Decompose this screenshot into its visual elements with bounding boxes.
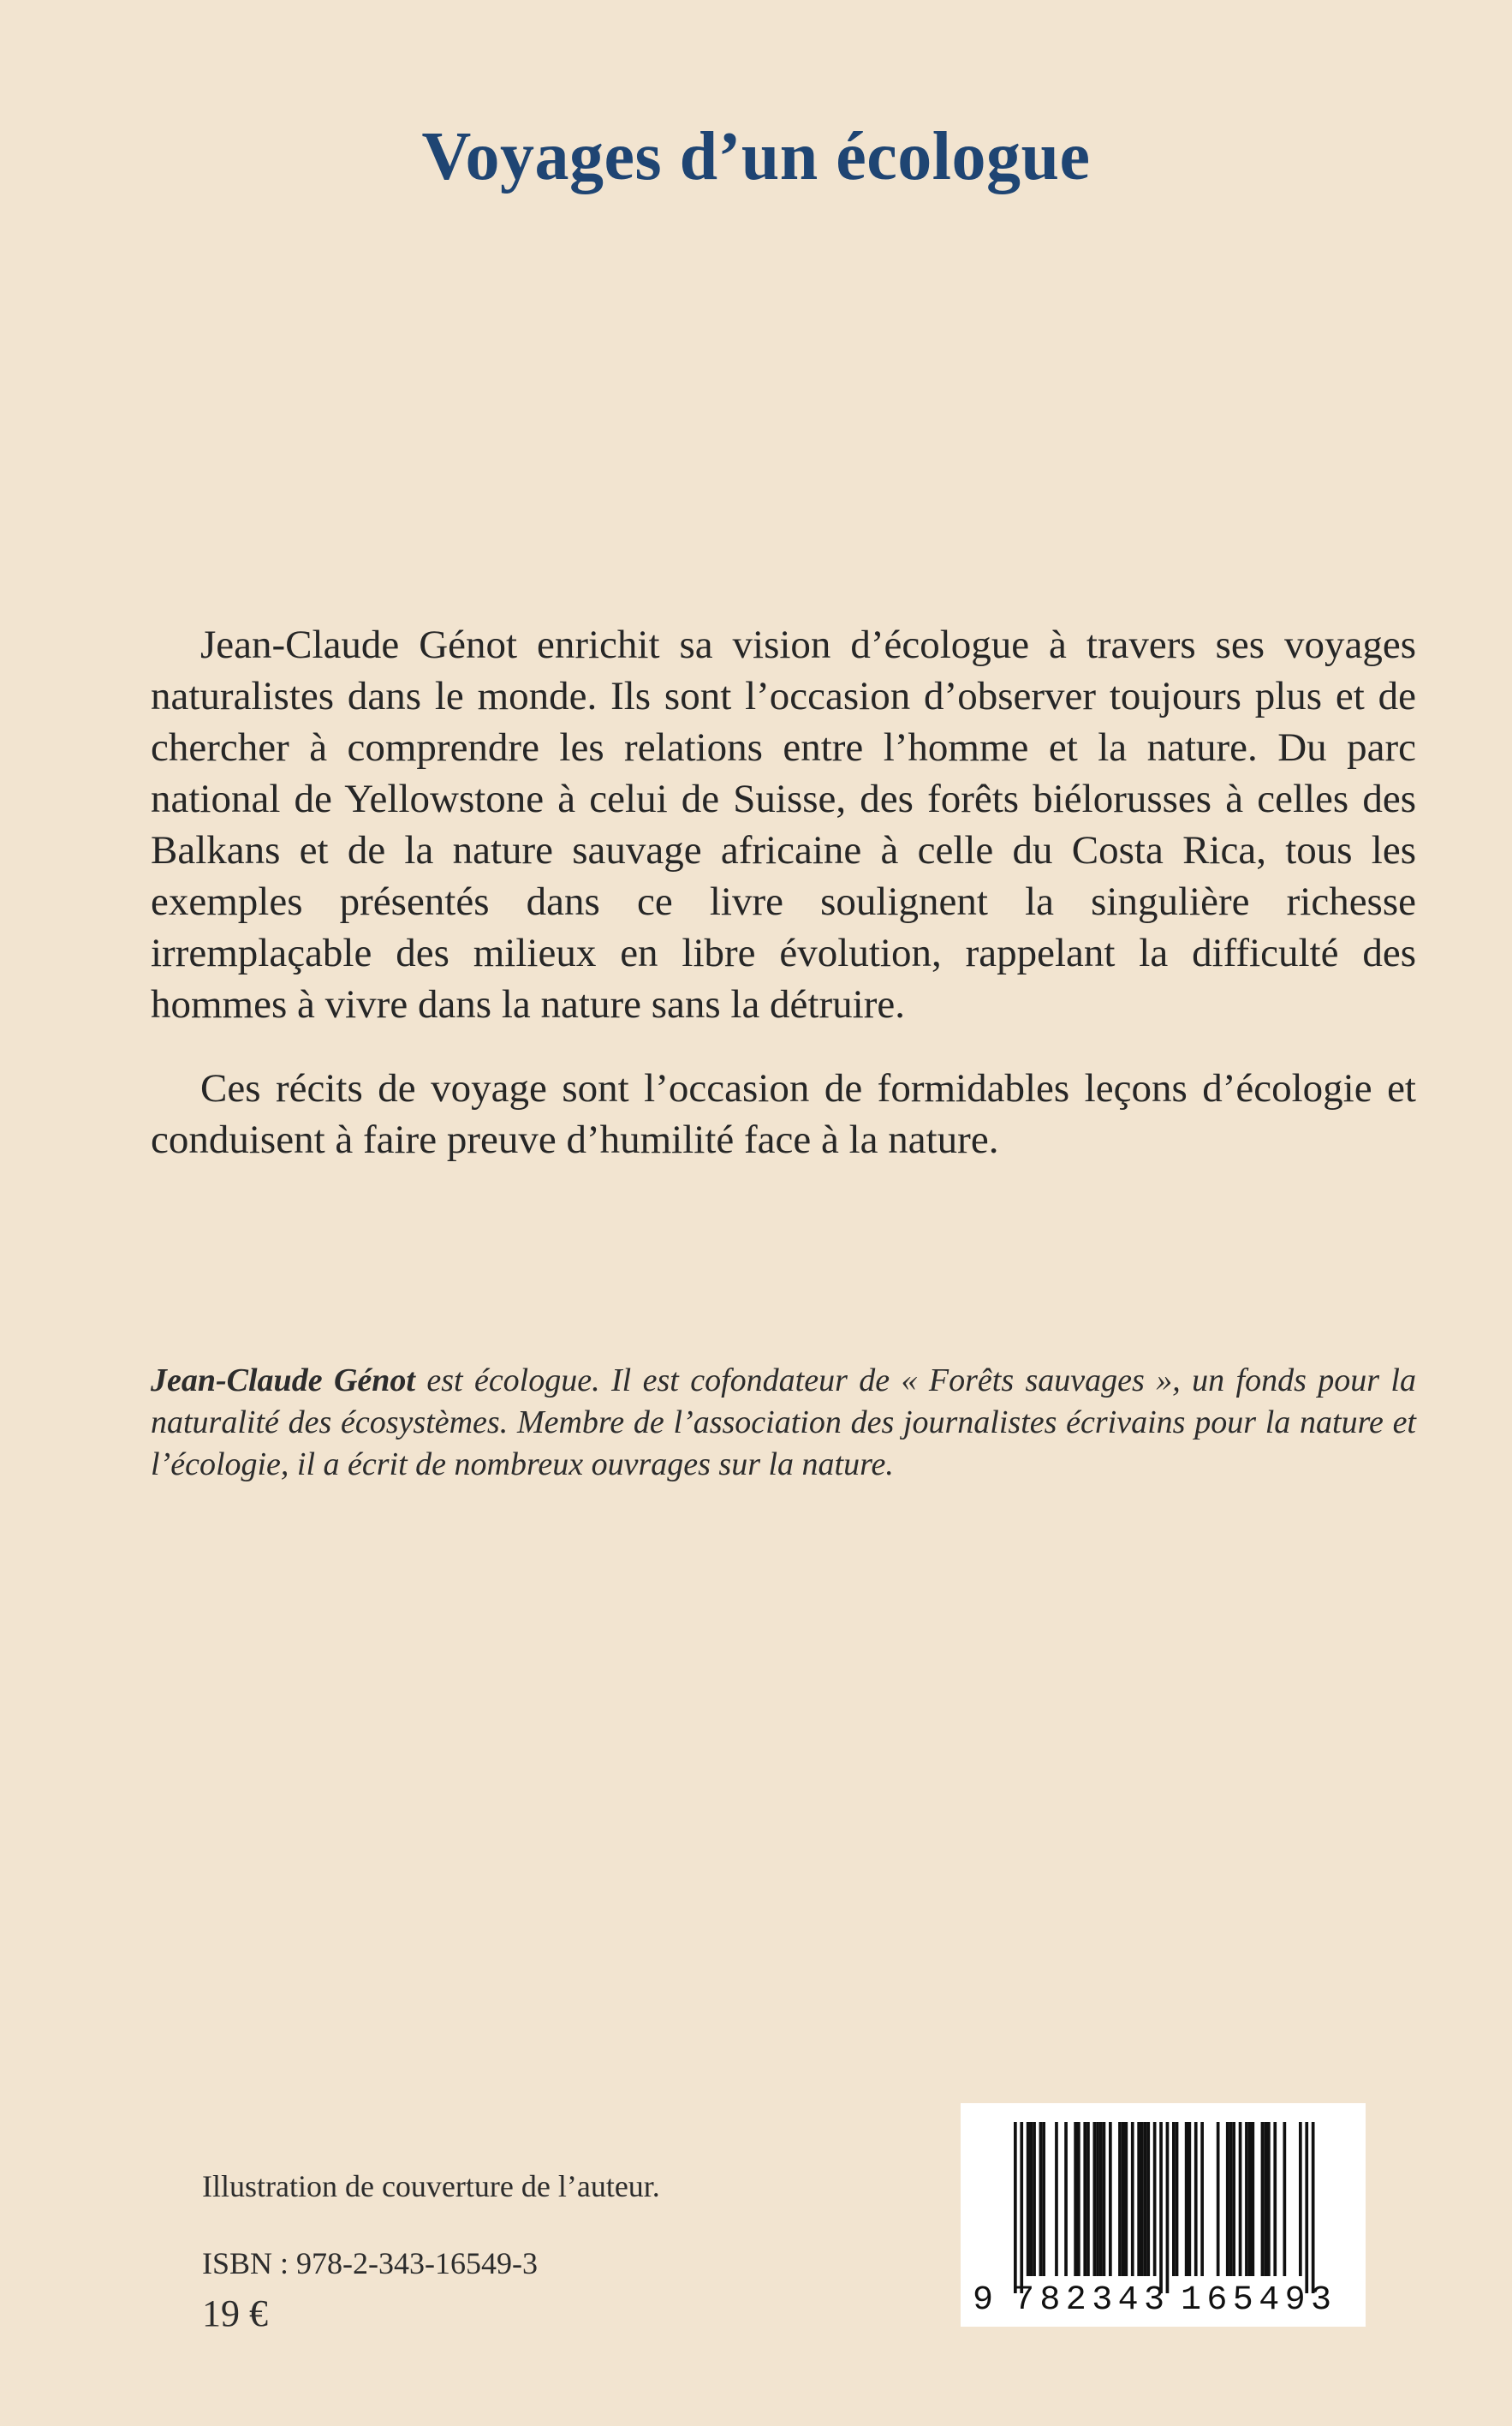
- summary-paragraph-1: Jean-Claude Génot enrichit sa vision d’écologue à travers ses voyages naturalistes dans le monde. Ils sont l’occasion d’observer toujours plus et de chercher à comprendre les relations entre l’homme et la nature. Du parc national de Yellowstone à celui de Suisse, des forêts biélorusses à celles des Balkans et de la nature sauvage africaine à celle du Costa Rica, tous les exemples présentés dans ce livre soulignent la singulière richesse irremplaçable des milieux en libre évolution, rappelant la difficulté des hommes à vivre dans la nature sans la détruire.: [151, 623, 1416, 1027]
- barcode: [961, 2103, 1366, 2327]
- barcode-bar: [1166, 2122, 1170, 2293]
- barcode-bar: [1086, 2122, 1090, 2276]
- barcode-bar: [1252, 2122, 1255, 2276]
- book-summary: [151, 619, 1416, 1165]
- author-bio-text: est écologue. Il est cofondateur de « Forêts sauvages », un fonds pour la naturalité des écosystèmes. Membre de l’association des journalistes écrivains pour la nature et l’écologie, il a écrit de nombreux ouvrages sur la nature.: [151, 1362, 1416, 1482]
- barcode-bar: [1239, 2122, 1242, 2276]
- barcode-right-digits: 165493: [1181, 2281, 1331, 2320]
- barcode-bar: [1232, 2122, 1235, 2276]
- barcode-first-digit: 9: [972, 2281, 994, 2320]
- barcode-bar: [1020, 2122, 1023, 2293]
- barcode-bar: [1096, 2122, 1099, 2276]
- barcode-bar: [1064, 2122, 1068, 2276]
- barcode-bar: [1200, 2122, 1204, 2276]
- book-title: Voyages d’un écologue: [421, 119, 1091, 194]
- barcode-bar: [1055, 2122, 1058, 2276]
- barcode-bar: [1153, 2122, 1157, 2276]
- barcode-bar: [1014, 2122, 1017, 2293]
- barcode-bar: [1305, 2122, 1308, 2293]
- barcode-bar: [1172, 2122, 1176, 2276]
- barcode-bar: [1099, 2122, 1103, 2276]
- barcode-graphic: [961, 2103, 1366, 2327]
- barcode-bar: [1122, 2122, 1125, 2276]
- barcode-bar: [1267, 2122, 1271, 2276]
- barcode-bar: [1140, 2122, 1144, 2276]
- barcode-bar: [1185, 2122, 1188, 2276]
- barcode-bar: [1194, 2122, 1198, 2276]
- author-name: Jean-Claude Génot: [151, 1362, 415, 1398]
- barcode-bars: [1014, 2122, 1315, 2293]
- barcode-bar: [1299, 2122, 1302, 2276]
- barcode-bar: [1217, 2122, 1220, 2276]
- barcode-bar: [1146, 2122, 1150, 2276]
- barcode-bar: [1137, 2122, 1140, 2276]
- barcode-bar: [1176, 2122, 1179, 2276]
- isbn: ISBN : 978-2-343-16549-3: [202, 2246, 538, 2280]
- barcode-bar: [1077, 2122, 1080, 2276]
- barcode-bar: [1125, 2122, 1128, 2276]
- barcode-bar: [1229, 2122, 1233, 2276]
- barcode-bar: [1109, 2122, 1112, 2276]
- barcode-bar: [1264, 2122, 1267, 2276]
- barcode-bar: [1083, 2122, 1086, 2276]
- barcode-bar: [1131, 2122, 1134, 2276]
- barcode-bar: [1261, 2122, 1265, 2276]
- barcode-bar: [1188, 2122, 1192, 2276]
- barcode-bar: [1030, 2122, 1033, 2276]
- barcode-bar: [1245, 2122, 1248, 2276]
- barcode-bar: [1283, 2122, 1287, 2276]
- barcode-bar: [1103, 2122, 1106, 2276]
- barcode-left-digits: 782343: [1014, 2281, 1164, 2320]
- barcode-bar: [1074, 2122, 1077, 2276]
- summary-paragraph-2: Ces récits de voyage sont l’occasion de formidables leçons d’écologie et conduisent à faire preuve d’humilité face à la nature.: [151, 1066, 1416, 1162]
- barcode-bar: [1093, 2122, 1097, 2276]
- barcode-bar: [1312, 2122, 1315, 2293]
- barcode-bar: [1248, 2122, 1252, 2276]
- author-bio: [151, 1360, 1416, 1486]
- barcode-bar: [1159, 2122, 1163, 2293]
- barcode-bar: [1226, 2122, 1229, 2276]
- barcode-bar: [1144, 2122, 1147, 2276]
- barcode-bar: [1027, 2122, 1030, 2276]
- barcode-bar: [1039, 2122, 1043, 2276]
- barcode-bar: [1033, 2122, 1036, 2276]
- barcode-bar: [1042, 2122, 1045, 2276]
- price: 19 €: [202, 2292, 268, 2334]
- cover-credit: Illustration de couverture de l’auteur.: [202, 2169, 660, 2203]
- barcode-bar: [1273, 2122, 1277, 2276]
- barcode-bar: [1118, 2122, 1122, 2276]
